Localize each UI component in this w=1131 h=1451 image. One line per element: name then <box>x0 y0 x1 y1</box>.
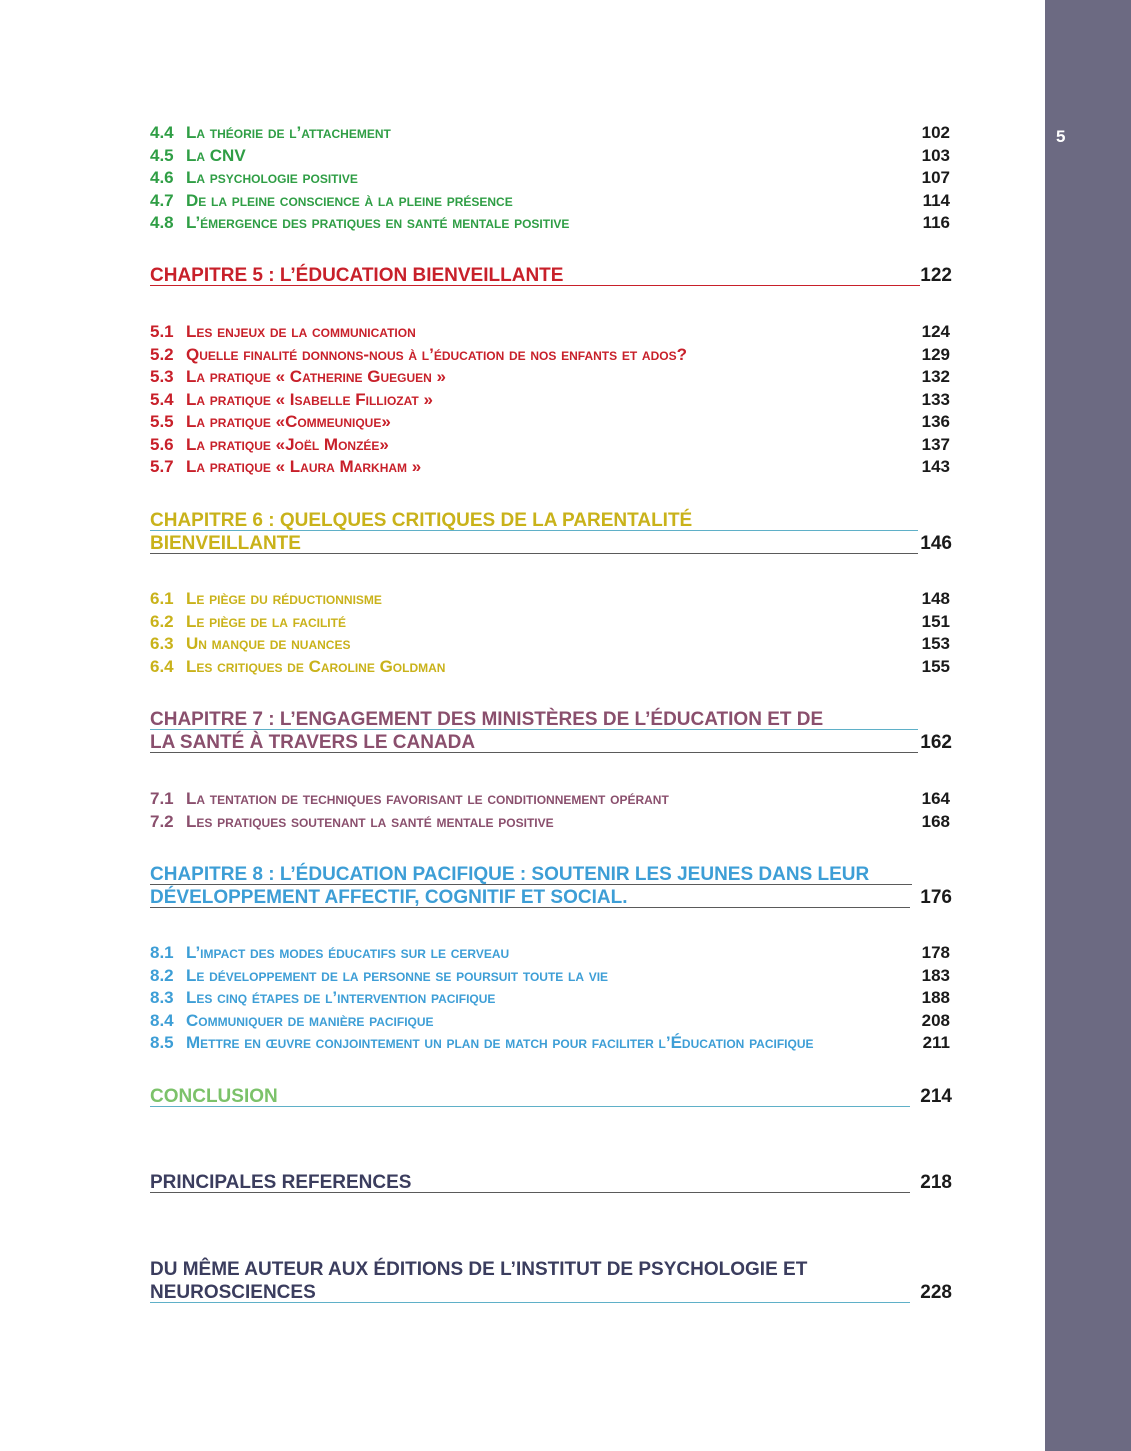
toc-entry[interactable] <box>150 344 952 367</box>
toc-section-8 <box>150 942 952 1055</box>
chapter-title-line-2: LA SANTÉ À TRAVERS LE CANADA <box>150 732 476 753</box>
chapter-title-line-2: BIENVEILLANTE <box>150 533 301 554</box>
entry-title: La pratique « Laura Markham » <box>186 457 422 476</box>
entry-title: Mettre en œuvre conjointement un plan de match pour faciliter l’Éducation pacifique <box>186 1033 814 1052</box>
toc-section-4 <box>150 122 952 235</box>
entry-page: 208 <box>921 1010 950 1030</box>
toc-entry[interactable] <box>150 633 952 656</box>
entry-title: La théorie de l’attachement <box>186 123 391 142</box>
entry-title: La psychologie positive <box>186 168 358 187</box>
toc-entry[interactable] <box>150 611 952 634</box>
entry-title: La pratique «Joël Monzée» <box>186 434 389 454</box>
chapter-title-line-1: CHAPITRE 6 : QUELQUES CRITIQUES DE LA PARENTALITÉ <box>150 510 693 531</box>
author-works-heading[interactable] <box>150 1258 952 1304</box>
entry-page: 116 <box>922 213 950 232</box>
chapter-title: CHAPITRE 5 : L’ÉDUCATION BIENVEILLANTE <box>150 265 564 286</box>
entry-page: 188 <box>921 988 950 1007</box>
entry-title: L’émergence des pratiques en santé mentale positive <box>186 213 570 232</box>
chapter-8-heading[interactable] <box>150 863 952 909</box>
entry-page: 211 <box>922 1033 950 1052</box>
entry-title: Le piège de la facilité <box>186 611 346 631</box>
chapter-6-heading[interactable] <box>150 509 952 555</box>
entry-number: 7.2 <box>150 811 174 831</box>
toc-entry[interactable] <box>150 212 952 235</box>
entry-title: Le piège du réductionnisme <box>186 589 382 608</box>
entry-number: 5.1 <box>150 322 174 341</box>
entry-page: 178 <box>921 943 950 962</box>
references-title: PRINCIPALES REFERENCES <box>150 1172 412 1193</box>
references-page: 218 <box>920 1172 952 1193</box>
toc-entry[interactable] <box>150 811 952 834</box>
author-page: 228 <box>920 1282 952 1303</box>
entry-page: 129 <box>921 344 950 364</box>
toc-entry[interactable] <box>150 145 952 168</box>
entry-number: 5.6 <box>150 434 174 454</box>
entry-number: 4.8 <box>150 213 174 232</box>
entry-title: Les critiques de Caroline Goldman <box>186 656 446 676</box>
toc-entry[interactable] <box>150 588 952 611</box>
toc-section-7 <box>150 788 952 833</box>
entry-number: 6.4 <box>150 656 174 676</box>
chapter-page: 146 <box>920 533 952 554</box>
side-band <box>1045 0 1131 1451</box>
conclusion-heading[interactable] <box>150 1085 952 1108</box>
entry-number: 6.3 <box>150 634 174 653</box>
toc-entry[interactable] <box>150 788 952 811</box>
entry-page: 136 <box>921 412 950 431</box>
entry-page: 164 <box>921 789 950 808</box>
chapter-title-line-1: CHAPITRE 8 : L’ÉDUCATION PACIFIQUE : SOUTENIR LES JEUNES DANS LEUR <box>150 864 870 885</box>
entry-page: 153 <box>921 634 950 653</box>
toc-entry[interactable] <box>150 167 952 190</box>
entry-title: La pratique « Catherine Gueguen » <box>186 367 446 386</box>
entry-number: 7.1 <box>150 789 174 808</box>
toc-entry[interactable] <box>150 942 952 965</box>
entry-number: 6.2 <box>150 611 174 631</box>
entry-number: 4.7 <box>150 190 174 210</box>
entry-number: 6.1 <box>150 589 174 608</box>
chapter-title-line-2: DÉVELOPPEMENT AFFECTIF, COGNITIF ET SOCIAL. <box>150 887 628 908</box>
toc-section-5 <box>150 321 952 479</box>
entry-title: Quelle finalité donnons-nous à l’éducation de nos enfants et ados? <box>186 344 687 364</box>
toc-entry[interactable] <box>150 366 952 389</box>
entry-number: 8.4 <box>150 1010 174 1030</box>
chapter-page: 176 <box>920 887 952 908</box>
entry-number: 8.1 <box>150 943 174 962</box>
conclusion-page: 214 <box>920 1086 952 1107</box>
entry-page: 155 <box>921 656 950 676</box>
entry-page: 103 <box>921 145 950 165</box>
entry-page: 132 <box>921 367 950 386</box>
entry-title: Les enjeux de la communication <box>186 322 416 341</box>
entry-number: 5.5 <box>150 412 174 431</box>
entry-number: 5.7 <box>150 457 174 476</box>
toc-entry[interactable] <box>150 1010 952 1033</box>
toc-entry[interactable] <box>150 434 952 457</box>
chapter-page: 162 <box>920 732 952 753</box>
author-title-line-1: DU MÊME AUTEUR AUX ÉDITIONS DE L’INSTITUT DE PSYCHOLOGIE ET <box>150 1259 808 1280</box>
chapter-title-line-1: CHAPITRE 7 : L’ENGAGEMENT DES MINISTÈRES DE L’ÉDUCATION ET DE <box>150 709 824 730</box>
entry-title: La tentation de techniques favorisant le conditionnement opérant <box>186 789 669 808</box>
toc-entry[interactable] <box>150 456 952 479</box>
entry-page: 168 <box>921 811 950 831</box>
references-heading[interactable] <box>150 1171 952 1194</box>
entry-title: La CNV <box>186 145 246 165</box>
entry-number: 4.4 <box>150 123 174 142</box>
toc-entry[interactable] <box>150 321 952 344</box>
entry-page: 133 <box>921 389 950 409</box>
entry-title: Le développement de la personne se poursuit toute la vie <box>186 965 609 985</box>
toc-entry[interactable] <box>150 411 952 434</box>
toc-entry[interactable] <box>150 1032 952 1055</box>
entry-number: 4.6 <box>150 168 174 187</box>
entry-page: 137 <box>921 434 950 454</box>
toc-section-6 <box>150 588 952 678</box>
entry-title: La pratique «Commeunique» <box>186 412 391 431</box>
entry-number: 8.5 <box>150 1033 174 1052</box>
conclusion-title: CONCLUSION <box>150 1086 278 1107</box>
entry-page: 124 <box>921 322 950 341</box>
entry-page: 107 <box>921 168 950 187</box>
entry-number: 5.3 <box>150 367 174 386</box>
chapter-page: 122 <box>920 265 952 286</box>
entry-title: L’impact des modes éducatifs sur le cerveau <box>186 943 510 962</box>
entry-title: La pratique « Isabelle Filliozat » <box>186 389 433 409</box>
entry-title: Les cinq étapes de l’intervention pacifique <box>186 988 496 1007</box>
entry-title: Les pratiques soutenant la santé mentale positive <box>186 811 554 831</box>
toc-entry[interactable] <box>150 190 952 213</box>
entry-number: 8.2 <box>150 965 174 985</box>
entry-number: 5.2 <box>150 344 174 364</box>
toc-entry[interactable] <box>150 389 952 412</box>
entry-page: 143 <box>921 457 950 476</box>
toc-entry[interactable] <box>150 987 952 1010</box>
entry-number: 5.4 <box>150 389 174 409</box>
entry-page: 148 <box>921 589 950 608</box>
entry-title: Communiquer de manière pacifique <box>186 1010 434 1030</box>
entry-page: 102 <box>921 123 950 142</box>
toc-entry[interactable] <box>150 965 952 988</box>
entry-title: De la pleine conscience à la pleine présence <box>186 190 513 210</box>
toc-entry[interactable] <box>150 656 952 679</box>
entry-page: 183 <box>921 965 950 985</box>
entry-title: Un manque de nuances <box>186 634 351 653</box>
entry-page: 114 <box>922 190 950 210</box>
entry-page: 151 <box>921 611 950 631</box>
author-title-line-2: NEUROSCIENCES <box>150 1282 316 1303</box>
toc-entry[interactable] <box>150 122 952 145</box>
chapter-7-heading[interactable] <box>150 708 952 754</box>
chapter-5-heading[interactable] <box>150 264 952 287</box>
page-number: 5 <box>1056 127 1066 146</box>
entry-number: 4.5 <box>150 145 174 165</box>
entry-number: 8.3 <box>150 988 174 1007</box>
